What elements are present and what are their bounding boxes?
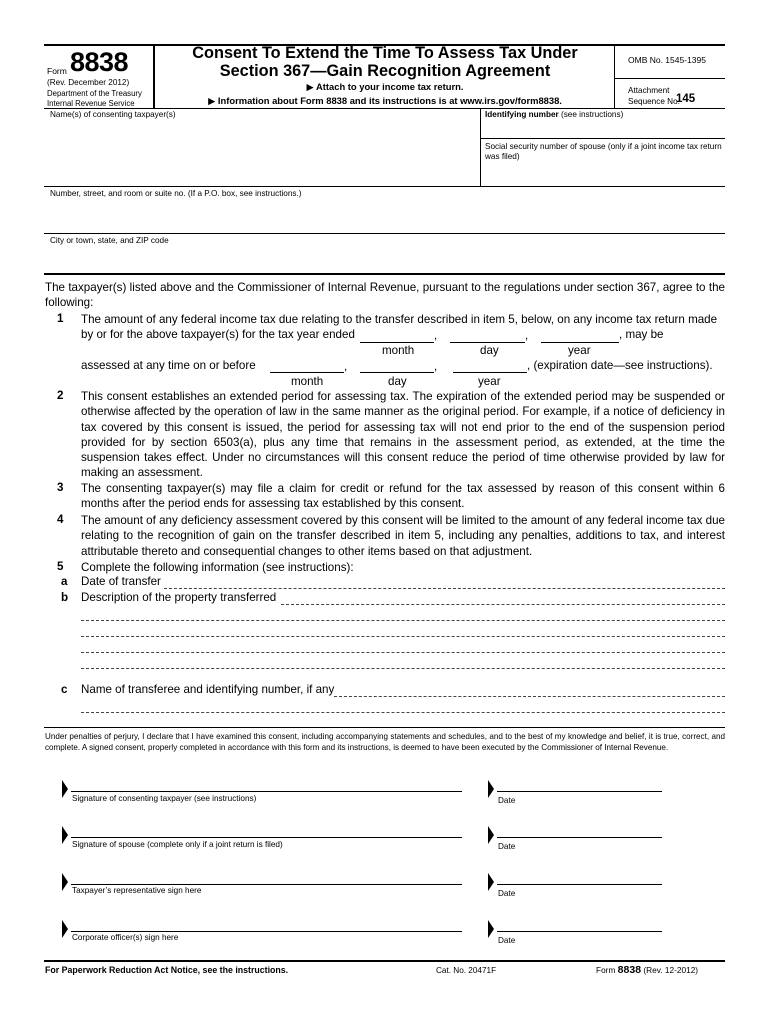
id-number-label: Identifying number (see instructions): [485, 110, 624, 119]
item-5-text: Complete the following information (see instructions):: [81, 561, 354, 574]
property-description-input-5[interactable]: [81, 668, 725, 669]
representative-signature-input[interactable]: [71, 884, 462, 885]
attach-instruction: ▶ Attach to your income tax return.: [306, 81, 464, 92]
sequence-number: 145: [676, 93, 696, 105]
corporate-officer-signature-input[interactable]: [71, 931, 462, 932]
spouse-signature-label: Signature of spouse (complete only if a joint return is filed): [72, 840, 283, 849]
item-5b-letter: b: [61, 591, 69, 604]
spouse-ssn-label: Social security number of spouse (only if a joint income tax return was filed): [485, 142, 722, 161]
transferee-input-1[interactable]: [334, 696, 725, 697]
item-3-text: The consenting taxpayer(s) may file a claim for credit or refund for the tax assessed by reason of this consent within 6 months after the period ends for assessing tax established by this consent.: [81, 482, 725, 511]
item-1-number: 1: [57, 312, 64, 325]
item-5b-text: Description of the property transferred: [81, 591, 277, 604]
property-description-input-4[interactable]: [81, 652, 725, 653]
taxpayer-date-input[interactable]: [497, 791, 662, 792]
may-be-text: , may be: [619, 328, 664, 341]
expiration-day-input[interactable]: [360, 372, 434, 373]
representative-date-label: Date: [498, 889, 516, 898]
arrow-icon: [62, 920, 68, 938]
item-2-number: 2: [57, 389, 64, 402]
representative-date-input[interactable]: [497, 884, 662, 885]
form-number: 8838: [70, 47, 129, 77]
attachment-label: Attachment: [628, 86, 670, 95]
spouse-date-input[interactable]: [497, 837, 662, 838]
info-instruction: ▶ Information about Form 8838 and its instructions is at www.irs.gov/form8838.: [208, 95, 562, 106]
assessed-text: assessed at any time on or before: [81, 359, 256, 372]
paperwork-notice: For Paperwork Reduction Act Notice, see the instructions.: [45, 965, 289, 975]
label-year-2: year: [478, 375, 501, 388]
item-5c-letter: c: [61, 683, 68, 696]
item-4-number: 4: [57, 513, 64, 526]
expiration-year-input[interactable]: [453, 372, 527, 373]
arrow-icon: [488, 873, 494, 891]
address-input[interactable]: [45, 200, 724, 232]
expiration-month-input[interactable]: [270, 372, 344, 373]
item-4-text: The amount of any deficiency assessment covered by this consent will be limited to the amount of any federal income tax due relating to the recognition of gain on the transfer described in item 5, including any penalties, additions to tax, and interest attributable thereto and consequential changes to other items based on that adjustment.: [81, 514, 725, 558]
label-month-2: month: [291, 375, 324, 388]
form-word: Form: [47, 66, 67, 76]
spouse-signature-input[interactable]: [71, 837, 462, 838]
expiration-text: , (expiration date—see instructions).: [527, 359, 713, 372]
corporate-officer-date-input[interactable]: [497, 931, 662, 932]
names-input[interactable]: [45, 121, 479, 186]
item-5-number: 5: [57, 560, 64, 573]
department: Department of the Treasury: [47, 89, 142, 98]
item-1-line2: by or for the above taxpayer(s) for the tax year ended: [81, 328, 355, 341]
irs: Internal Revenue Service: [47, 99, 135, 108]
id-number-input[interactable]: [482, 121, 724, 138]
item-5a-letter: a: [61, 575, 68, 588]
property-description-input-1[interactable]: [281, 604, 725, 605]
taxpayer-signature-input[interactable]: [71, 791, 462, 792]
omb-number: OMB No. 1545-1395: [628, 55, 706, 65]
representative-signature-label: Taxpayer’s representative sign here: [72, 886, 202, 895]
spouse-date-label: Date: [498, 842, 516, 851]
corporate-officer-signature-label: Corporate officer(s) sign here: [72, 933, 179, 942]
arrow-icon: [62, 780, 68, 798]
arrow-icon: [62, 826, 68, 844]
item-3-number: 3: [57, 481, 64, 494]
date-of-transfer-input[interactable]: [164, 588, 725, 589]
form-title-line2: Section 367—Gain Recognition Agreement: [219, 62, 551, 80]
property-description-input-3[interactable]: [81, 636, 725, 637]
arrow-icon: [488, 780, 494, 798]
form-revision: (Rev. December 2012): [47, 78, 130, 87]
city-label: City or town, state, and ZIP code: [50, 236, 169, 245]
form-title-line1: Consent To Extend the Time To Assess Tax Under: [192, 44, 578, 62]
catalog-number: Cat. No. 20471F: [436, 966, 497, 975]
label-month-1: month: [382, 344, 415, 357]
spouse-ssn-input[interactable]: [482, 164, 724, 185]
address-label: Number, street, and room or suite no. (If a P.O. box, see instructions.): [50, 189, 302, 198]
arrow-icon: [62, 873, 68, 891]
footer-form-id: Form 8838 (Rev. 12-2012): [596, 964, 699, 976]
perjury-statement: Under penalties of perjury, I declare that I have examined this consent, including accompanying statements and schedules, and to the best of my knowledge and belief, it is true, correct, and complete. A signed consent, properly completed in accordance with this form and its instructions, is deemed to have been executed by the Commissioner of Internal Revenue.: [45, 732, 725, 752]
item-1-line1: The amount of any federal income tax due relating to the transfer described in item 5, below, on any income tax return made: [81, 313, 718, 326]
item-2-text: This consent establishes an extended period for assessing tax. The expiration of the extended period may be suspended or otherwise affected by the operation of law in the same manner as the original period. For example, if a notice of deficiency in tax covered by this consent is issued, the period for assessing tax will not end prior to the end of the suspension period provided for by section 6503(a), plus any time that remains in the assessment period, as extended, at the time the suspension takes effect. Under no circumstances will this consent reduce the period of time otherwise provided by law for making an assessment.: [81, 390, 725, 480]
label-year-1: year: [568, 344, 591, 357]
intro-text: The taxpayer(s) listed above and the Commissioner of Internal Revenue, pursuant to the regulations under section 367, agree to the following:: [45, 281, 725, 309]
property-description-input-2[interactable]: [81, 620, 725, 621]
arrow-icon: [488, 920, 494, 938]
sequence-label: Sequence No.: [628, 97, 680, 106]
names-label: Name(s) of consenting taxpayer(s): [50, 110, 176, 119]
city-input[interactable]: [45, 247, 724, 273]
transferee-input-2[interactable]: [81, 712, 725, 713]
corporate-officer-date-label: Date: [498, 936, 516, 945]
taxpayer-date-label: Date: [498, 796, 516, 805]
item-5a-text: Date of transfer: [81, 575, 161, 588]
taxpayer-signature-label: Signature of consenting taxpayer (see instructions): [72, 794, 257, 803]
arrow-icon: [488, 826, 494, 844]
label-day-2: day: [388, 375, 407, 388]
label-day-1: day: [480, 344, 499, 357]
item-5c-text: Name of transferee and identifying number, if any: [81, 683, 335, 696]
